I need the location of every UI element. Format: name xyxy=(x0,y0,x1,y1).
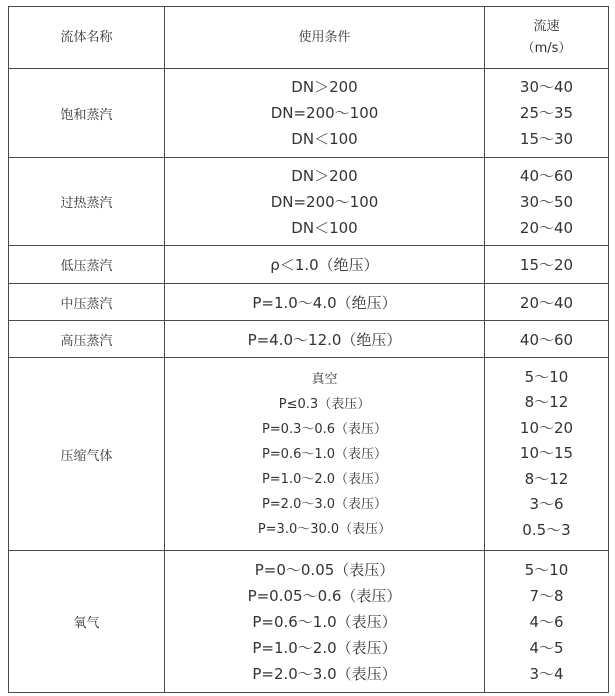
condition-line: P=0.3～0.6（表压） xyxy=(261,421,388,437)
fluid-name-cell: 压缩气体 xyxy=(9,358,165,551)
condition-line: P=0.6～1.0（表压） xyxy=(261,446,388,462)
condition-line: DN＜100 xyxy=(291,130,358,148)
header-speed xyxy=(485,7,609,69)
speed-line: 8～12 xyxy=(524,393,569,412)
condition-cell xyxy=(165,69,485,158)
header-speed-label: 流速 xyxy=(533,18,560,34)
header-row xyxy=(9,7,609,69)
speed-cell: 20～40 xyxy=(485,284,609,321)
header-fluid-name: 流体名称 xyxy=(9,7,165,69)
speed-line: 30～40 xyxy=(519,78,574,96)
header-condition: 使用条件 xyxy=(165,7,485,69)
speed-line: 3～4 xyxy=(529,664,564,683)
speed-line: 3～6 xyxy=(529,495,564,514)
condition-line: DN＞200 xyxy=(291,166,358,185)
speed-cell xyxy=(485,551,609,693)
speed-line: 40～60 xyxy=(519,166,574,185)
speed-cell xyxy=(485,158,609,246)
condition-line: DN=200～100 xyxy=(270,192,379,211)
table-row xyxy=(9,69,609,158)
speed-line: 0.5～3 xyxy=(522,520,571,539)
condition-line: P=0～0.05（表压） xyxy=(254,560,395,579)
speed-line: 4～5 xyxy=(529,638,564,657)
condition-cell xyxy=(165,358,485,551)
speed-line: 10～20 xyxy=(519,418,574,437)
condition-cell: P=1.0～4.0（绝压） xyxy=(165,284,485,321)
speed-line: 20～40 xyxy=(519,218,574,237)
speed-line: 4～6 xyxy=(529,612,564,631)
header-speed-unit: （m/s） xyxy=(521,40,572,56)
condition-cell xyxy=(165,158,485,246)
speed-line: 5～10 xyxy=(524,367,569,386)
speed-line: 30～50 xyxy=(519,192,574,211)
condition-line: P≤0.3（表压） xyxy=(278,396,371,412)
condition-line: P=2.0～3.0（表压） xyxy=(261,496,388,512)
speed-line: 10～15 xyxy=(519,444,574,463)
speed-line: 25～35 xyxy=(519,104,574,122)
fluid-name-cell: 饱和蒸汽 xyxy=(9,69,165,158)
fluid-name-cell: 高压蒸汽 xyxy=(9,321,165,358)
condition-line: DN＞200 xyxy=(291,78,358,96)
condition-line: P=0.05～0.6（表压） xyxy=(247,586,402,605)
speed-cell xyxy=(485,358,609,551)
speed-cell: 15～20 xyxy=(485,246,609,284)
table-row xyxy=(9,158,609,246)
speed-line: 8～12 xyxy=(524,469,569,488)
condition-line: DN＜100 xyxy=(291,218,358,237)
condition-line: P=0.6～1.0（表压） xyxy=(252,612,397,631)
table-row xyxy=(9,358,609,551)
condition-line: P=1.0～2.0（表压） xyxy=(252,638,397,657)
speed-line: 5～10 xyxy=(524,560,569,579)
table-row xyxy=(9,321,609,358)
condition-cell: ρ＜1.0（绝压） xyxy=(165,246,485,284)
condition-cell xyxy=(165,551,485,693)
fluid-name-cell: 氧气 xyxy=(9,551,165,693)
table-row xyxy=(9,551,609,693)
table-row xyxy=(9,284,609,321)
speed-line: 15～30 xyxy=(519,130,574,148)
flow-velocity-table xyxy=(8,6,609,693)
speed-line: 7～8 xyxy=(529,586,564,605)
fluid-name-cell: 低压蒸汽 xyxy=(9,246,165,284)
condition-line: P=3.0～30.0（表压） xyxy=(257,521,392,537)
condition-line: P=2.0～3.0（表压） xyxy=(252,664,397,683)
fluid-name-cell: 过热蒸汽 xyxy=(9,158,165,246)
fluid-name-cell: 中压蒸汽 xyxy=(9,284,165,321)
condition-cell: P=4.0～12.0（绝压） xyxy=(165,321,485,358)
speed-cell xyxy=(485,69,609,158)
condition-line: P=1.0～2.0（表压） xyxy=(261,471,388,487)
table-row xyxy=(9,246,609,284)
speed-cell: 40～60 xyxy=(485,321,609,358)
condition-line: 真空 xyxy=(311,371,338,387)
condition-line: DN=200～100 xyxy=(270,104,379,122)
